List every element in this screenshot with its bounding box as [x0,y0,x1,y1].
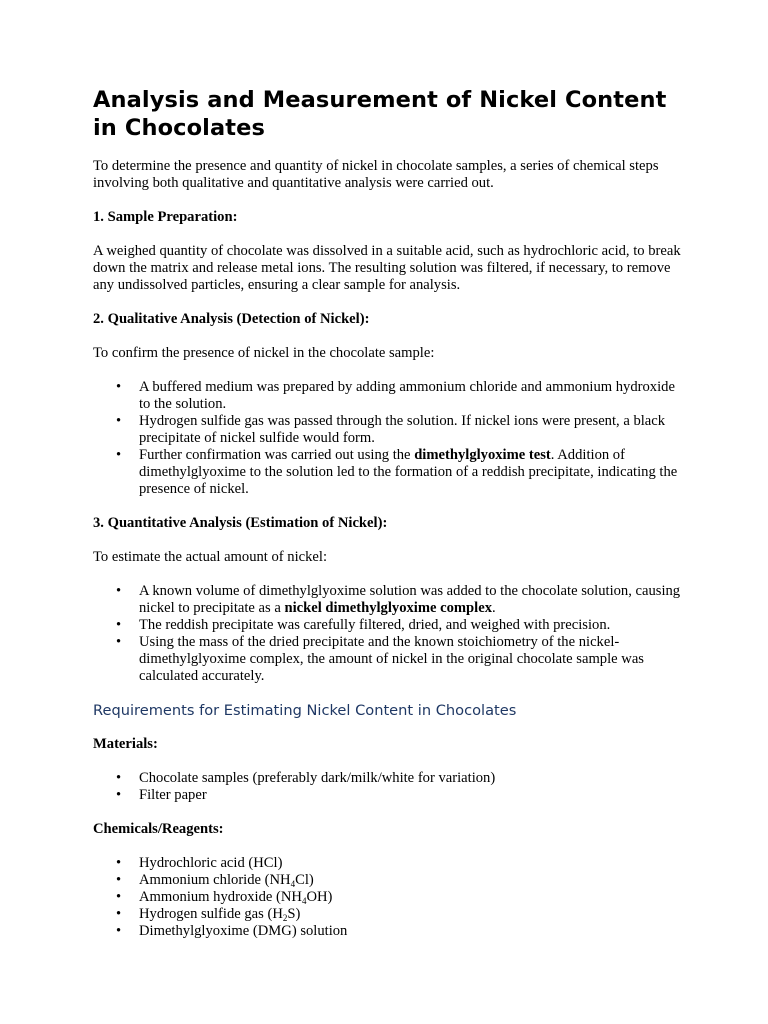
subscript: 4 [290,879,296,889]
list-item: • Using the mass of the dried precipitate and the known stoichiometry of the nickel-dimethylglyoxime complex, the amount of nickel in the original chocolate sample was calculated accurately. [139,634,683,685]
document-title: Analysis and Measurement of Nickel Content in Chocolates [93,87,667,141]
list-item [139,872,683,889]
list-item [139,447,683,498]
list-item-text: . [492,600,496,616]
bold-term: dimethylglyoxime test [414,447,551,463]
section-heading-qualitative-analysis: 2. Qualitative Analysis (Detection of Nickel): [93,311,370,327]
list-item: • Chocolate samples (preferably dark/milk/white for variation) [139,770,683,787]
materials-heading: Materials: [93,736,158,752]
list-item-text: Ammonium chloride (NH [139,872,291,888]
intro-paragraph: To determine the presence and quantity of nickel in chocolate samples, a series of chemical steps involving both qualitative and quantitative analysis were carried out. [93,158,659,191]
sample-preparation-paragraph: A weighed quantity of chocolate was dissolved in a suitable acid, such as hydrochloric acid, to break down the matrix and release metal ions. The resulting solution was filtered, if necessary, to remove any undissolved particles, ensuring a clear sample for analysis. [93,243,681,293]
list-item-text: Further confirmation was carried out using the [139,447,415,463]
list-item-text: Cl) [295,872,314,888]
list-item: • Dimethylglyoxime (DMG) solution [139,923,683,940]
section-heading-sample-preparation: 1. Sample Preparation: [93,209,238,225]
list-item-text: S) [287,906,301,922]
list-item-text: Ammonium hydroxide (NH [139,889,302,905]
list-item: • Hydrogen sulfide gas was passed through the solution. If nickel ions were present, a black precipitate of nickel sulfide would form. [139,413,683,447]
list-item: • A buffered medium was prepared by adding ammonium chloride and ammonium hydroxide to the solution. [139,379,683,413]
chemicals-heading: Chemicals/Reagents: [93,821,224,837]
qualitative-steps-list [93,379,683,498]
section-heading-quantitative-analysis: 3. Quantitative Analysis (Estimation of Nickel): [93,515,388,531]
list-item-text: A known volume of dimethylglyoxime solution was added to the chocolate solution, causing nickel to precipitate as a [139,583,681,616]
subscript: 2 [282,913,288,923]
list-item: • The reddish precipitate was carefully filtered, dried, and weighed with precision. [139,617,683,634]
requirements-heading: Requirements for Estimating Nickel Content in Chocolates [93,702,517,719]
materials-list [93,770,683,804]
list-item [139,889,683,906]
qualitative-intro-paragraph: To confirm the presence of nickel in the chocolate sample: [93,345,435,361]
document-page [93,86,683,957]
chemicals-list [93,855,683,940]
list-item-text: Hydrogen sulfide gas (H [139,906,283,922]
list-item-text: OH) [306,889,333,905]
list-item-text: . Addition of dimethylglyoxime to the solution led to the formation of a reddish precipitate, indicating the presence of nickel. [139,447,678,497]
list-item: • Hydrochloric acid (HCl) [139,855,683,872]
bold-term: nickel dimethylglyoxime complex [284,600,493,616]
list-item [139,906,683,923]
subscript: 4 [301,896,307,906]
quantitative-intro-paragraph: To estimate the actual amount of nickel: [93,549,328,565]
list-item [139,583,683,617]
list-item: • Filter paper [139,787,683,804]
quantitative-steps-list [93,583,683,685]
